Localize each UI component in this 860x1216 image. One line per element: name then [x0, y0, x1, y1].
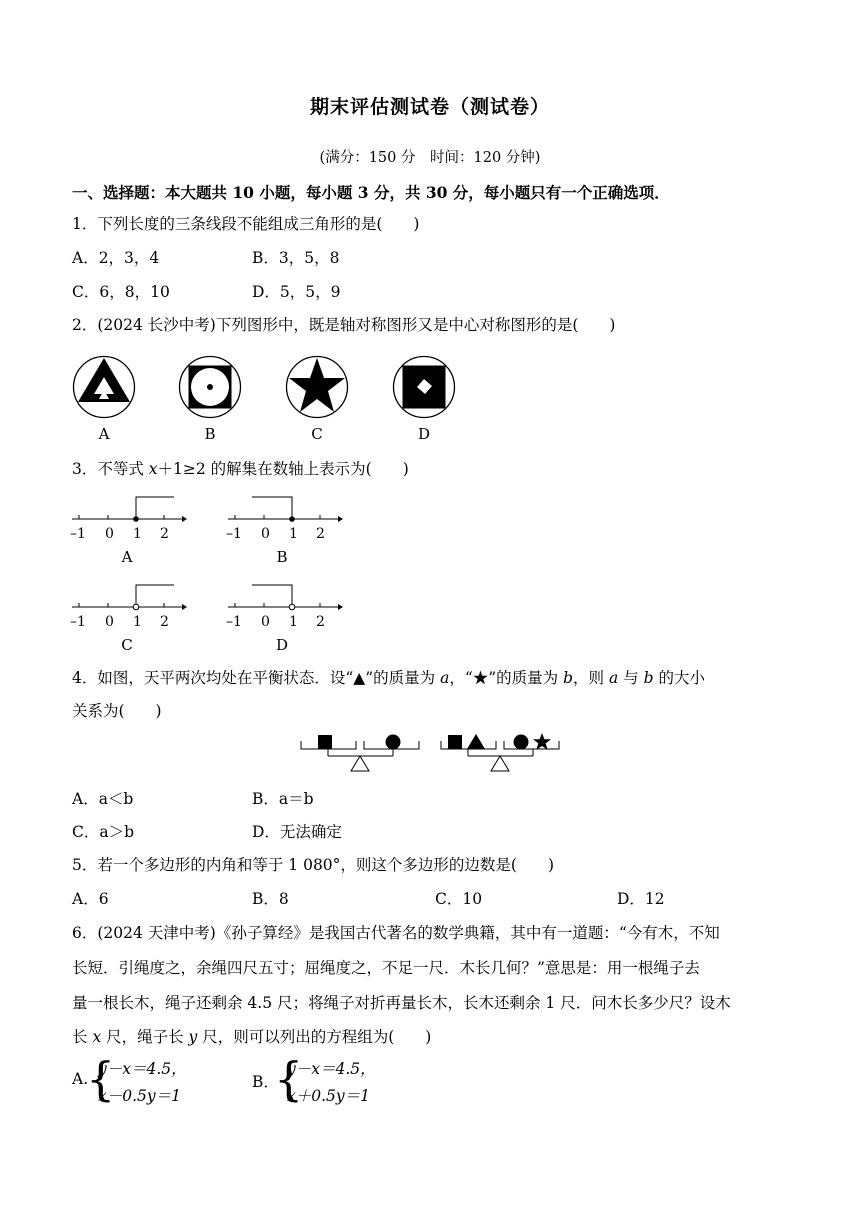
tick-label: 2 — [316, 614, 325, 630]
tick-label: 1 — [289, 526, 298, 542]
q2-figure-d — [392, 355, 456, 419]
q2-figure-c — [285, 355, 349, 419]
q6-stem-line3: 量一根长木，绳子还剩余 4.5 尺；将绳子对折再量长木，长木还剩余 1 尺．问木长多少尺？设木 — [72, 994, 731, 1012]
section-heading: 一、选择题：本大题共 10 小题，每小题 3 分，共 30 分，每小题只有一个正确选项． — [72, 183, 670, 202]
q4-balance-2 — [438, 730, 562, 776]
q1-option-c: C．6，8，10 — [72, 283, 170, 301]
q1-option-a: A．2，3，4 — [72, 249, 160, 267]
tick-label: –1 — [70, 614, 86, 630]
q1-option-b: B．3，5，8 — [252, 249, 340, 267]
q6-option-a-eq1: y－x＝4.5， — [98, 1060, 187, 1078]
q2-label-d: D — [417, 425, 431, 443]
q5-stem: 5．若一个多边形的内角和等于 1 080°，则这个多边形的边数是( ) — [72, 856, 555, 874]
q2-figure-b — [178, 355, 242, 419]
q6-stem-line2: 长短．引绳度之，余绳四尺五寸；屈绳度之，不足一尺．木长几何？”意思是：用一根绳子去 — [72, 959, 700, 977]
q4-balance-1 — [298, 730, 422, 776]
q4-stem-line2: 关系为( ) — [72, 702, 162, 720]
q5-option-b: B．8 — [252, 890, 289, 908]
q5-option-a: A．6 — [72, 890, 109, 908]
page-title: 期末评估测试卷（测试卷） — [309, 96, 550, 118]
q5-option-c: C．10 — [435, 890, 483, 908]
brace-icon: { — [274, 1052, 304, 1106]
q6-option-a-label: A. — [72, 1070, 89, 1088]
q6-option-b-eq1: y－x＝4.5， — [287, 1060, 376, 1078]
brace-icon: { — [86, 1052, 116, 1106]
q2-figure-a — [72, 355, 136, 419]
tick-label: 2 — [316, 526, 325, 542]
tick-label: –1 — [70, 526, 86, 542]
q4-option-b: B．a＝b — [252, 790, 314, 808]
tick-label: 1 — [289, 614, 298, 630]
tick-label: 0 — [261, 614, 270, 630]
tick-label: 2 — [160, 526, 169, 542]
q2-stem: 2．(2024 长沙中考)下列图形中，既是轴对称图形又是中心对称图形的是( ) — [72, 316, 616, 334]
q3-label-d: D — [275, 636, 289, 654]
q1-option-d: D．5，5，9 — [252, 283, 341, 301]
q5-option-d: D．12 — [617, 890, 665, 908]
tick-label: –1 — [226, 526, 242, 542]
tick-label: 0 — [105, 614, 114, 630]
q4-option-a: A．a＜b — [72, 790, 134, 808]
q2-label-b: B — [204, 425, 216, 443]
q6-stem-line4: 长 x 尺，绳子长 y 尺，则可以列出的方程组为( ) — [72, 1028, 432, 1046]
q3-numberline-b — [226, 494, 346, 528]
q2-label-a: A — [98, 425, 110, 443]
tick-label: 0 — [105, 526, 114, 542]
tick-label: 1 — [133, 614, 142, 630]
tick-label: 2 — [160, 614, 169, 630]
q3-numberline-d — [226, 582, 346, 616]
tick-label: 0 — [261, 526, 270, 542]
q4-option-c: C．a＞b — [72, 823, 135, 841]
q6-option-b-eq2: x＋0.5y＝1 — [287, 1087, 371, 1105]
q6-option-a-eq2: x－0.5y＝1 — [98, 1087, 182, 1105]
q3-stem: 3．不等式 x＋1≥2 的解集在数轴上表示为( ) — [72, 460, 409, 478]
q3-numberline-a — [70, 494, 190, 528]
q3-label-c: C — [121, 636, 133, 654]
q4-option-d: D．无法确定 — [252, 823, 342, 841]
q2-label-c: C — [311, 425, 323, 443]
q6-option-b-label: B． — [252, 1073, 279, 1091]
q6-stem-line1: 6．(2024 天津中考)《孙子算经》是我国古代著名的数学典籍，其中有一道题：“今有木，不知 — [72, 924, 720, 942]
q4-stem-line1: 4．如图，天平两次均处在平衡状态．设“▲”的质量为 a，“★”的质量为 b，则 a 与 b 的大小 — [72, 669, 705, 687]
tick-label: 1 — [133, 526, 142, 542]
tick-label: –1 — [226, 614, 242, 630]
q3-label-a: A — [121, 548, 133, 566]
q3-label-b: B — [276, 548, 288, 566]
exam-info: (满分：150 分 时间：120 分钟) — [319, 150, 541, 166]
q3-numberline-c — [70, 582, 190, 616]
q1-stem: 1．下列长度的三条线段不能组成三角形的是( ) — [72, 215, 420, 233]
